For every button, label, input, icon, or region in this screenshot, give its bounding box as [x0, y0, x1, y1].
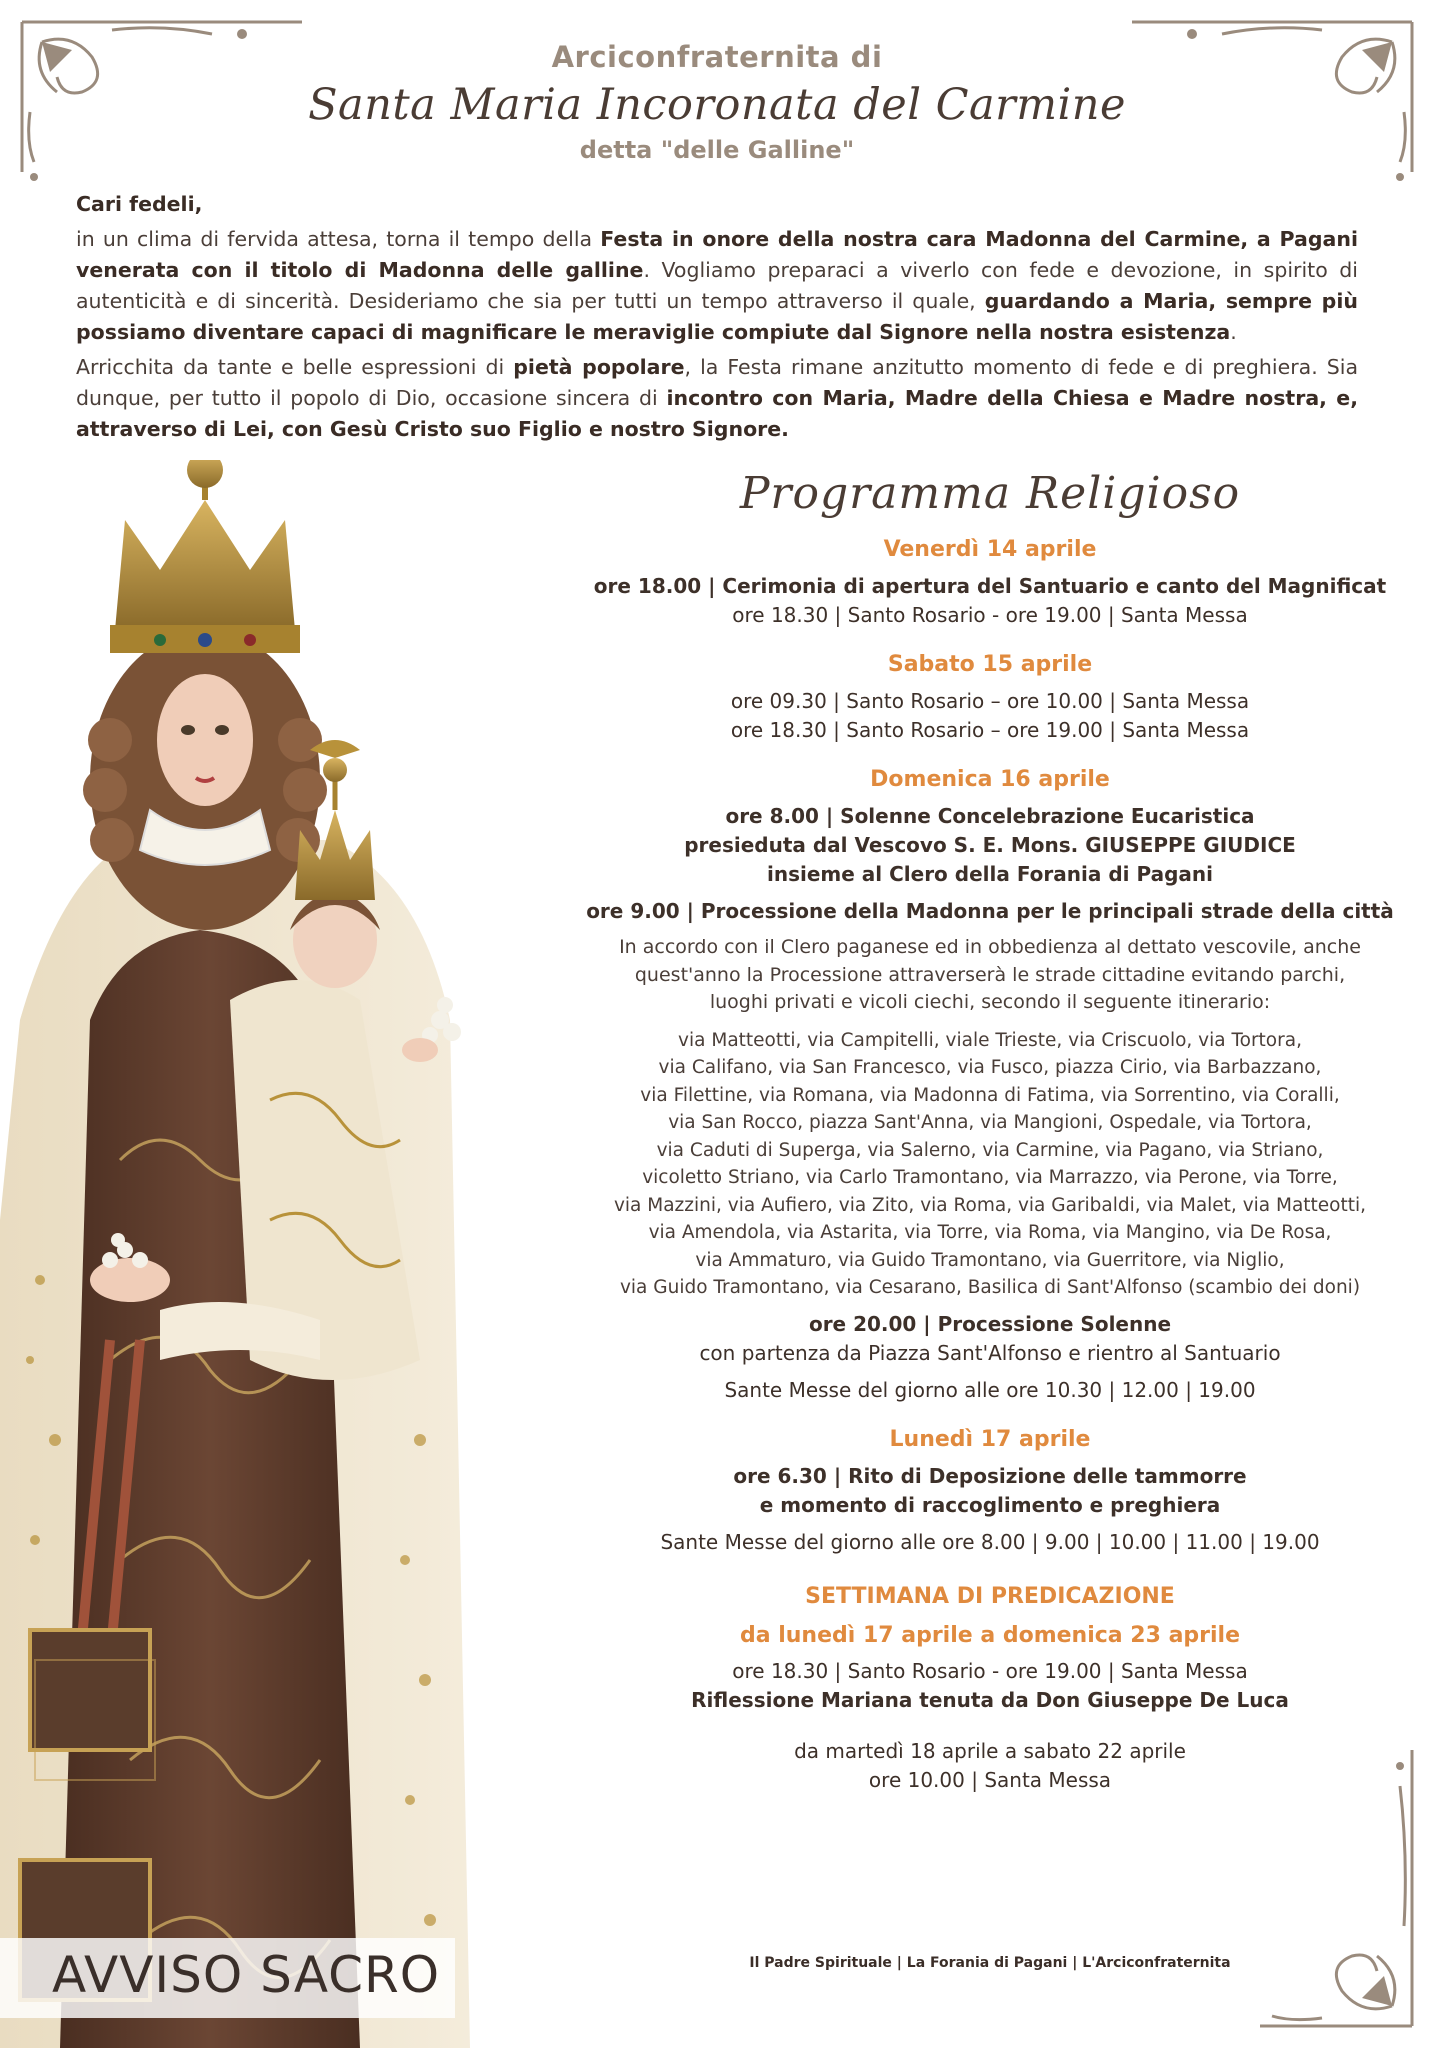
footer-signatures: Il Padre Spirituale | La Forania di Pagani | L'Arciconfraternita	[749, 1955, 1231, 1971]
schedule-line: ore 18.30 | Santo Rosario - ore 19.00 | Santa Messa	[732, 603, 1248, 627]
intro-bold: incontro con Maria, Madre della Chiesa e Madre nostra, e, attraverso di Lei, con Gesù Cristo suo Figlio e nostro Signore.	[76, 386, 1359, 441]
schedule-line: ore 18.00 | Cerimonia di apertura del Santuario e canto del Magnificat	[593, 574, 1387, 598]
program-title: Programma Religioso	[739, 468, 1241, 519]
avviso-sacro-banner: AVVISO SACRO	[52, 1946, 441, 2004]
preaching-week-title: SETTIMANA DI PREDICAZIONE	[805, 1583, 1175, 1609]
schedule-line: Sante Messe del giorno alle ore 8.00 | 9.00 | 10.00 | 11.00 | 19.00	[660, 1529, 1320, 1554]
schedule-line: ore 09.30 | Santo Rosario – ore 10.00 | Santa Messa	[730, 689, 1250, 713]
itinerary-line: vicoletto Striano, via Carlo Tramontano, via Marrazzo, via Perone, via Torre,	[642, 1167, 1338, 1188]
schedule-line: Sante Messe del giorno alle ore 10.30 | 12.00 | 19.00	[724, 1377, 1256, 1402]
schedule-line: ore 20.00 | Processione Solenne	[808, 1311, 1172, 1336]
intro-text: .	[1230, 320, 1237, 344]
itinerary-line: via Guido Tramontano, via Cesarano, Basilica di Sant'Alfonso (scambio dei doni)	[619, 1277, 1361, 1298]
itinerary-line: via Ammaturo, via Guido Tramontano, via Guerritore, via Niglio,	[695, 1249, 1285, 1271]
intro-text: in un clima di fervida attesa, torna il tempo della	[76, 227, 601, 251]
madonna-statue-image	[0, 460, 560, 2048]
intro-bold: guardando a Maria, sempre più possiamo diventare capaci di magnificare le meraviglie compiute dal Signore nella nostra esistenza	[76, 289, 1358, 344]
note-line: quest'anno la Processione attraverserà le strade cittadine evitando parchi,	[634, 963, 1346, 986]
schedule-line: presieduta dal Vescovo S. E. Mons. GIUSEPPE GIUDICE	[684, 833, 1296, 857]
procession-note	[560, 934, 1420, 1017]
day-heading-saturday: Sabato 15 aprile	[887, 652, 1093, 677]
intro-text: , la Festa rimane anzitutto momento di fede e di preghiera. Sia dunque, per tutto il popolo di Dio, occasione sincera di	[76, 355, 1359, 410]
schedule-line: ore 9.00 | Processione della Madonna per le principali strade della città	[586, 899, 1394, 923]
preaching-week-dates: da lunedì 17 aprile a domenica 23 aprile	[739, 1622, 1241, 1648]
schedule-line: insieme al Clero della Forania di Pagani	[767, 862, 1213, 886]
intro-greeting: Cari fedeli,	[76, 192, 203, 216]
intro-bold: Festa in onore della nostra cara Madonna del Carmine, a Pagani venerata con il titolo di Madonna delle galline	[76, 227, 1358, 282]
day-heading-monday: Lunedì 17 aprile	[889, 1426, 1091, 1452]
itinerary-line: via Califano, via San Francesco, via Fusco, piazza Cirio, via Barbazzano,	[658, 1057, 1322, 1078]
header-subtitle: detta "delle Galline"	[579, 136, 855, 164]
intro-paragraph-2	[76, 352, 1358, 445]
itinerary-line: via Mazzini, via Aufiero, via Zito, via Roma, via Garibaldi, via Malet, via Matteotti,	[613, 1194, 1367, 1216]
day-heading-sunday: Domenica 16 aprile	[870, 767, 1110, 792]
header	[0, 40, 1434, 164]
header-script-title: Santa Maria Incoronata del Carmine	[308, 80, 1126, 130]
itinerary-line: via Caduti di Superga, via Salerno, via Carmine, via Pagano, via Striano,	[656, 1139, 1324, 1161]
religious-program	[560, 468, 1420, 1795]
day-heading-friday: Venerdì 14 aprile	[883, 537, 1097, 562]
note-line: luoghi privati e vicoli ciechi, secondo il seguente itinerario:	[709, 991, 1271, 1013]
itinerary-line: via Matteotti, via Campitelli, viale Trieste, via Criscuolo, via Tortora,	[678, 1029, 1302, 1051]
note-line: In accordo con il Clero paganese ed in obbedienza al dettato vescovile, anche	[619, 936, 1361, 958]
header-title: Arciconfraternita di	[551, 40, 883, 74]
schedule-line: con partenza da Piazza Sant'Alfonso e rientro al Santuario	[699, 1340, 1281, 1365]
intro-letter	[76, 189, 1358, 445]
schedule-line: ore 8.00 | Solenne Concelebrazione Eucaristica	[725, 804, 1255, 828]
itinerary-line: via Filettine, via Romana, via Madonna di Fatima, via Sorrentino, via Coralli,	[640, 1084, 1340, 1106]
itinerary-line: via San Rocco, piazza Sant'Anna, via Mangioni, Ospedale, via Tortora,	[668, 1112, 1312, 1133]
intro-text: . Vogliamo preparaci a viverlo con fede e devozione, in spirito di autenticità e di sincerità. Desideriamo che sia per tutti un tempo attraverso il quale,	[76, 258, 1358, 313]
intro-bold: pietà popolare	[513, 355, 685, 379]
schedule-line: ore 18.30 | Santo Rosario - ore 19.00 | Santa Messa	[732, 1658, 1248, 1683]
procession-itinerary	[560, 1027, 1420, 1302]
intro-paragraph-1	[76, 224, 1358, 348]
schedule-line: Riflessione Mariana tenuta da Don Giuseppe De Luca	[691, 1687, 1289, 1712]
schedule-line: da martedì 18 aprile a sabato 22 aprile	[794, 1738, 1186, 1763]
schedule-line: ore 6.30 | Rito di Deposizione delle tammorre	[733, 1463, 1247, 1488]
schedule-line: ore 18.30 | Santo Rosario – ore 19.00 | Santa Messa	[730, 718, 1250, 742]
schedule-line: e momento di raccoglimento e preghiera	[759, 1492, 1221, 1517]
schedule-line: ore 10.00 | Santa Messa	[868, 1767, 1112, 1792]
intro-text: Arricchita da tante e belle espressioni di	[76, 355, 514, 379]
itinerary-line: via Amendola, via Astarita, via Torre, via Roma, via Mangino, via De Rosa,	[648, 1222, 1332, 1243]
